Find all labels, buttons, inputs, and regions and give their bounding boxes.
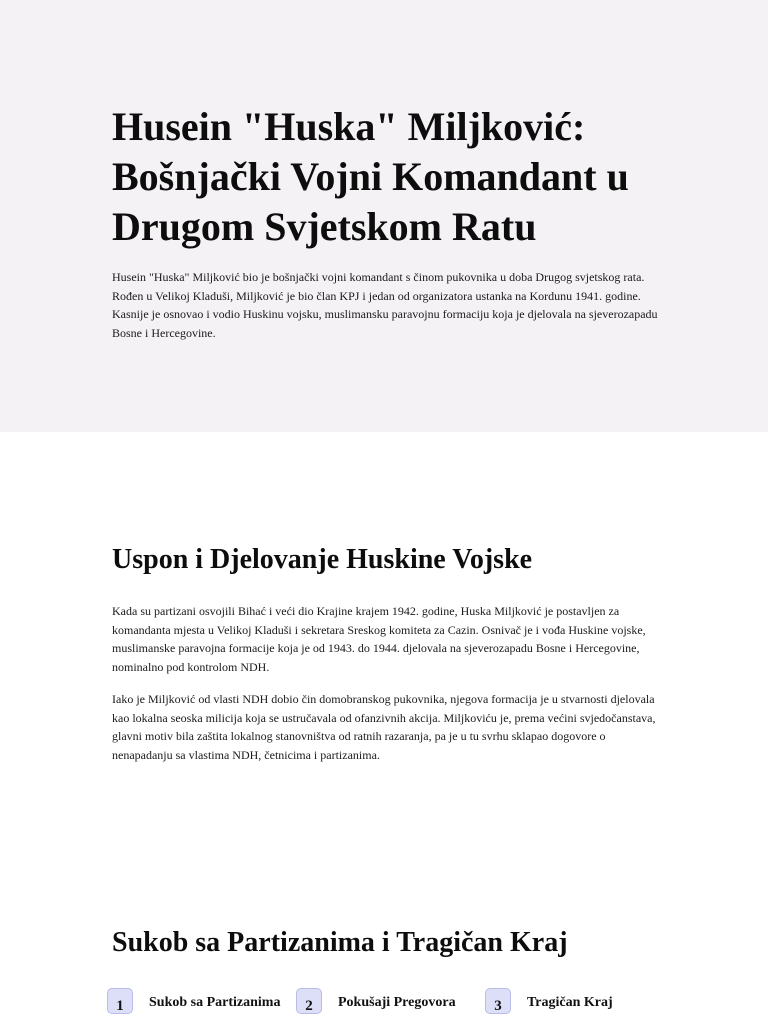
section-paragraph: Iako je Miljković od vlasti NDH dobio čin domobranskog pukovnika, njegova formacija je u stvarnosti djelovala kao lokalna seoska milicija koja se ustručavala od ofanzivnih akcija. Miljkoviću je, prema većini svjedočanstava, glavni motiv bila zaštita lokalnog stanovništva od ratnih razaranja, pa je u tu svrhu sklapao dogovore o nenapadanju sa vlastima NDH, četnicima i partizanima. <box>112 692 656 762</box>
step-label: Sukob sa Partizanima <box>149 995 281 1010</box>
hero-intro: Husein "Huska" Miljković bio je bošnjački vojni komandant s činom pukovnika u doba Drugog svjetskog rata. Rođen u Velikoj Kladuši, Miljković je bio član KPJ i jedan od organizatora ustanka na Kordunu 1941. godine. Kasnije je osnovao i vodio Huskinu vojsku, muslimansku paravojnu formaciju koja je djelovala na sjeverozapadu Bosne i Hercegovine. <box>112 270 658 340</box>
step-label: Tragičan Kraj <box>527 995 613 1010</box>
step-number-badge: 1 <box>107 988 133 1014</box>
step-number-badge: 2 <box>296 988 322 1014</box>
section-title-sukob: Sukob sa Partizanima i Tragičan Kraj <box>112 927 568 958</box>
step-label: Pokušaji Pregovora <box>338 995 456 1010</box>
step-number-badge: 3 <box>485 988 511 1014</box>
section-paragraph: Kada su partizani osvojili Bihać i veći dio Krajine krajem 1942. godine, Huska Miljković je postavljen za komandanta mjesta u Velikoj Kladuši i sekretara Sreskog komiteta za Cazin. Osnivač je i vođa Huskine vojske, muslimanske paravojna formacije koja je od 1943. do 1944. djelovala na sjeverozapadu Bosne i Hercegovine, nominalno pod kontrolom NDH. <box>112 604 646 674</box>
page-title: Husein "Huska" Miljković: Bošnjački Vojni Komandant u Drugom Svjetskom Ratu <box>112 104 629 249</box>
section-title-uspon: Uspon i Djelovanje Huskine Vojske <box>112 544 533 575</box>
hero-section <box>0 0 768 432</box>
step-list <box>107 988 667 1018</box>
